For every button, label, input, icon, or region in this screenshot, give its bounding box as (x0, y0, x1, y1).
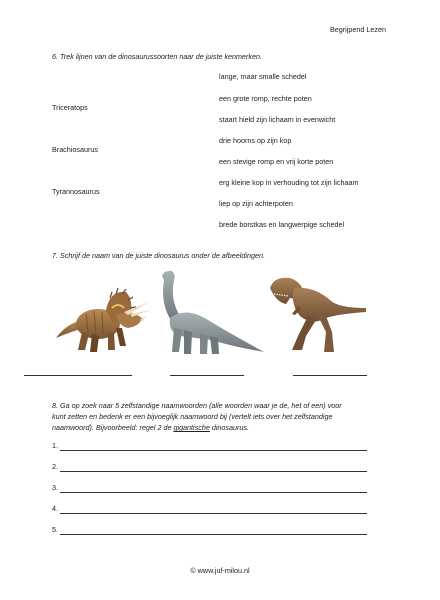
q8-instruction-line: naamwoord). Bijvoorbeeld: regel 2 de gigantische dinosaurus. (52, 423, 249, 432)
answer-line[interactable] (60, 492, 367, 493)
q6-instruction: 6. Trek lijnen van de dinosaurussoorten naar de juiste kenmerken. (52, 52, 263, 61)
answer-blank[interactable] (24, 375, 132, 376)
answer-line[interactable] (60, 471, 367, 472)
feature-item: erg kleine kop in verhouding tot zijn lichaam (219, 178, 359, 187)
answer-blank[interactable] (293, 375, 367, 376)
footer-copyright: © www.juf-milou.nl (190, 566, 250, 575)
answer-line[interactable] (60, 450, 367, 451)
answer-line[interactable] (60, 534, 367, 535)
q7-instruction: 7. Schrijf de naam van de juiste dinosaurus onder de afbeeldingen. (52, 251, 265, 260)
line-number: 2. (52, 462, 58, 471)
line-number: 4. (52, 504, 58, 513)
line-number: 5. (52, 525, 58, 534)
q8-instruction-line: 8. Ga op zoek naar 5 zelfstandige naamwoorden (alle woorden waar je de, het of een) voor (52, 401, 342, 410)
feature-item: een grote romp, rechte poten (219, 94, 312, 103)
species-brachiosaurus: Brachiosaurus (52, 145, 98, 154)
line-number: 3. (52, 483, 58, 492)
feature-item: liep op zijn achterpoten (219, 199, 293, 208)
line-number: 1. (52, 441, 58, 450)
answer-line[interactable] (60, 513, 367, 514)
feature-item: brede borstkas en langwerpige schedel (219, 220, 345, 229)
example-adjective: gigantische (173, 423, 210, 432)
feature-item: een stevige romp en vrij korte poten (219, 157, 334, 166)
q8-instruction-line: kunt zetten en bedenk er een bijvoeglijk naamwoord bij (vertelt iets over het zelfstandige (52, 412, 333, 421)
worksheet-subject: Begrijpend Lezen (330, 25, 386, 34)
feature-item: drie hoorns op zijn kop (219, 136, 292, 145)
q8-instruction (52, 400, 342, 433)
triceratops-image (52, 284, 154, 356)
answer-blank[interactable] (170, 375, 244, 376)
species-triceratops: Triceratops (52, 103, 88, 112)
feature-item: staart hield zijn lichaam in evenwicht (219, 115, 336, 124)
tyrannosaurus-image (268, 274, 370, 356)
feature-item: lange, maar smalle schedel (219, 72, 307, 81)
species-tyrannosaurus: Tyrannosaurus (52, 187, 100, 196)
brachiosaurus-image (156, 266, 268, 358)
